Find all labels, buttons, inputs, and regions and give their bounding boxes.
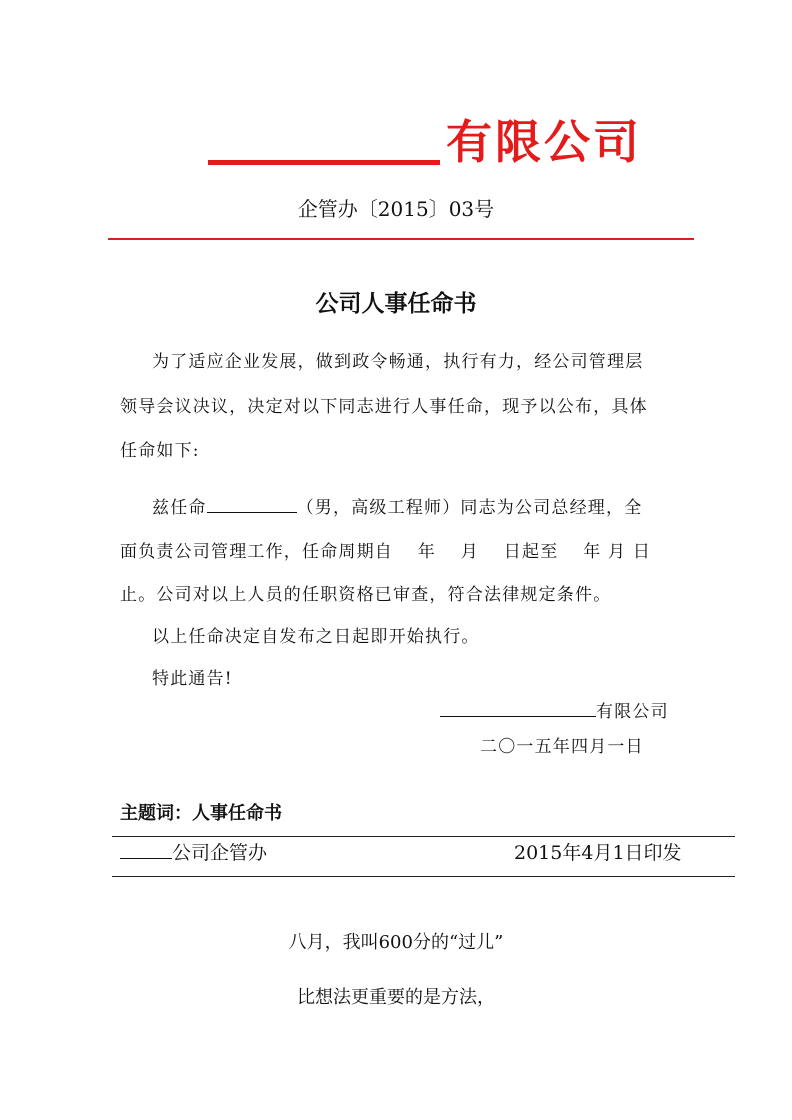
appointment-line-2: 面负责公司管理工作，任命周期自 年 月 日起至 年 月 日 bbox=[120, 542, 652, 562]
signature-date: 二〇一五年四月一日 bbox=[480, 737, 644, 757]
intro-line-3: 任命如下: bbox=[120, 441, 200, 461]
issuer bbox=[120, 839, 267, 867]
footer-line-2: 比想法更重要的是方法， bbox=[297, 987, 495, 1008]
appointment-prefix: 兹任命 bbox=[152, 498, 207, 518]
signature-company-blank bbox=[440, 700, 596, 717]
appointment-line-5: 特此通告! bbox=[152, 669, 233, 689]
subject-keywords: 主题词：人事任命书 bbox=[120, 803, 282, 824]
letterhead-red-rule bbox=[108, 238, 694, 240]
signature-company bbox=[440, 699, 669, 725]
document-title: 公司人事任命书 bbox=[315, 291, 477, 317]
appointment-line-3: 止。公司对以上人员的任职资格已审查，符合法律规定条件。 bbox=[120, 585, 612, 605]
footer-line-1: 八月，我叫600分的“过儿” bbox=[288, 932, 504, 953]
company-name-blank-line bbox=[208, 160, 440, 165]
signature-company-suffix: 有限公司 bbox=[596, 702, 669, 722]
issuer-name: 公司企管办 bbox=[172, 842, 268, 864]
appointment-line-1 bbox=[152, 495, 642, 521]
appointee-name-blank bbox=[207, 496, 297, 513]
subject-top-rule bbox=[112, 836, 735, 837]
appointment-line-4: 以上任命决定自发布之日起即开始执行。 bbox=[152, 627, 480, 647]
document-number: 企管办〔2015〕03号 bbox=[297, 197, 495, 221]
intro-line-2: 领导会议决议，决定对以下同志进行人事任命，现予以公布，具体 bbox=[120, 397, 648, 417]
issuer-blank bbox=[120, 842, 172, 859]
appointment-line-1-rest: （男，高级工程师）同志为公司总经理，全 bbox=[296, 498, 643, 518]
intro-line-1: 为了适应企业发展，做到政令畅通，执行有力，经公司管理层 bbox=[152, 352, 644, 372]
issue-date: 2015年4月1日印发 bbox=[514, 842, 682, 864]
issuer-bottom-rule bbox=[112, 876, 735, 877]
letterhead-company-suffix: 有限公司 bbox=[446, 115, 642, 169]
